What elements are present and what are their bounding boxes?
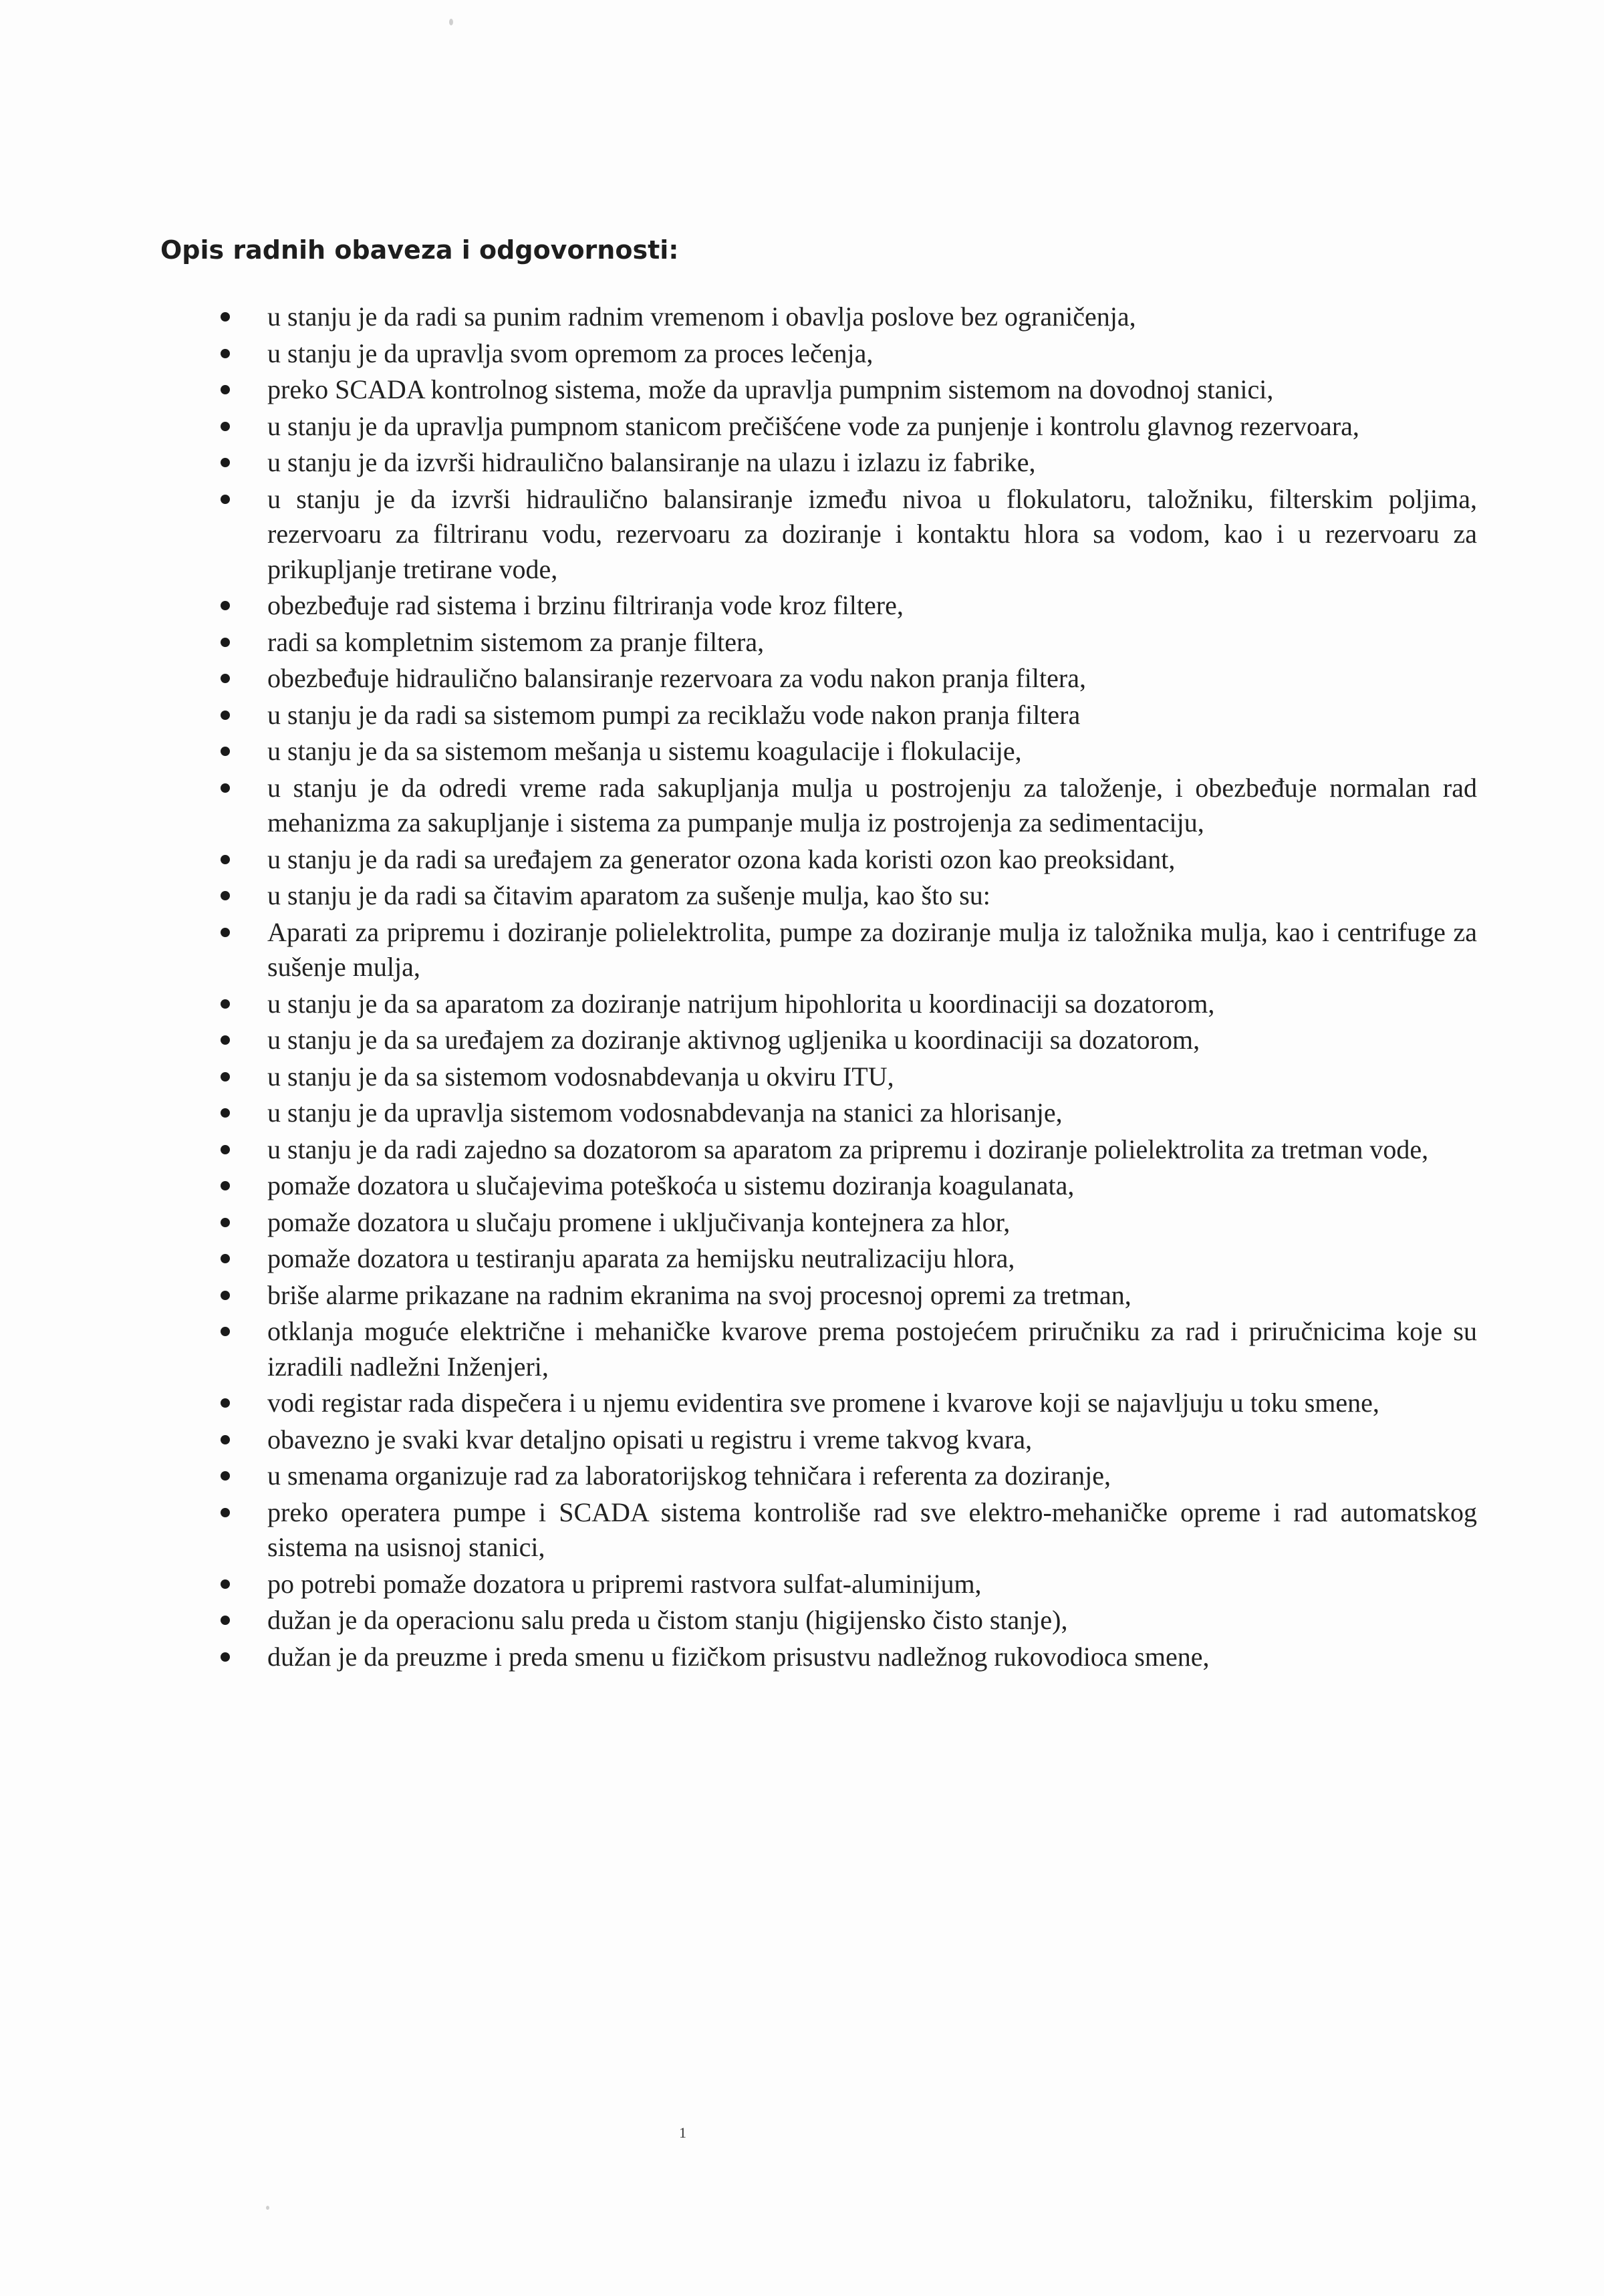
bullet-icon [221,385,230,394]
duty-item [221,372,1477,408]
duty-text: vodi registar rada dispečera i u njemu evidentira sve promene i kvarove koji se najavljuju u toku smene, [267,1388,1379,1418]
duty-text: u stanju je da sa sistemom mešanja u sistemu koagulacije i flokulacije, [267,736,1022,766]
bullet-icon [221,1508,230,1517]
duty-item [221,1386,1477,1421]
bullet-icon [221,638,230,647]
bullet-icon [221,495,230,504]
duty-text: u stanju je da sa aparatom za doziranje natrijum hipohlorita u koordinaciji sa dozatorom, [267,988,1215,1019]
duty-item [221,1422,1477,1458]
bullet-icon [221,1652,230,1662]
duty-text: u stanju je da upravlja sistemom vodosnabdevanja na stanici za hlorisanje, [267,1098,1063,1128]
duty-text: obezbeđuje hidraulično balansiranje rezervoara za vodu nakon pranja filtera, [267,663,1086,693]
bullet-icon [221,312,230,322]
bullet-icon [221,711,230,720]
duty-text: pomaže dozatora u slučajevima poteškoća u sistemu doziranja koagulanata, [267,1170,1075,1200]
bullet-icon [221,891,230,900]
bullet-icon [221,1181,230,1190]
bullet-icon [221,1616,230,1625]
duty-item [221,1314,1477,1384]
duty-text: preko SCADA kontrolnog sistema, može da upravlja pumpnim sistemom na dovodnoj stanici, [267,374,1274,404]
duty-item [221,336,1477,372]
duty-list [221,299,1477,1676]
bullet-icon [221,1108,230,1118]
duty-text: u stanju je da upravlja svom opremom za proces lečenja, [267,338,874,368]
bullet-icon [221,422,230,431]
duty-text: u stanju je da upravlja pumpnom stanicom prečišćene vode za punjenje i kontrolu glavnog rezervoara, [267,410,1359,441]
duty-item [221,1458,1477,1494]
bullet-icon [221,928,230,937]
duty-text: radi sa kompletnim sistemom za pranje filtera, [267,626,765,657]
duty-item [221,1132,1477,1168]
duty-text: obezbeđuje rad sistema i brzinu filtriranja vode kroz filtere, [267,590,904,620]
bullet-icon [221,1398,230,1408]
duty-item [221,1205,1477,1241]
duty-item [221,409,1477,444]
duty-item [221,625,1477,660]
duty-text: u stanju je da sa uređajem za doziranje aktivnog ugljenika u koordinaciji sa dozatorom, [267,1025,1200,1055]
bullet-icon [221,1291,230,1300]
bullet-icon [221,855,230,864]
duty-text: pomaže dozatora u slučaju promene i uključivanja kontejnera za hlor, [267,1206,1011,1237]
bullet-icon [221,458,230,467]
bullet-icon [221,999,230,1009]
bullet-icon [221,747,230,756]
duty-text: u stanju je da izvrši hidraulično balansiranje između nivoa u flokulatoru, taložniku, filterskim poljima, rezervoaru za filtriranu vodu, rezervoaru za doziranje i kontaktu hlora sa vodom, kao i u rezervoaru za prikupljanje tretirane vode, [267,483,1477,584]
bullet-icon [221,1035,230,1045]
duty-text: otklanja moguće električne i mehaničke kvarove prema postojećem priručniku za rad i priručnicima koje su izradili nadležni Inženjeri, [267,1316,1477,1382]
duty-item [221,1059,1477,1095]
duty-item [221,482,1477,588]
bullet-icon [221,674,230,683]
duty-item [221,1603,1477,1638]
bullet-icon [221,1327,230,1336]
scan-speck [266,2206,269,2210]
duty-item [221,661,1477,696]
duty-text: u stanju je da odredi vreme rada sakupljanja mulja u postrojenju za taloženje, i obezbeđuje normalan rad mehanizma za sakupljanje i sistema za pumpanje mulja iz postrojenja za sedimentaciju, [267,772,1477,838]
duty-item [221,1096,1477,1131]
duty-item [221,987,1477,1022]
duty-item [221,842,1477,878]
duty-text: po potrebi pomaže dozatora u pripremi rastvora sulfat-aluminijum, [267,1568,982,1599]
bullet-icon [221,1218,230,1227]
duty-text: u stanju je da sa sistemom vodosnabdevanja u okviru ITU, [267,1061,894,1092]
duty-item [221,1168,1477,1204]
duty-item [221,771,1477,841]
duty-item [221,1495,1477,1565]
duty-item [221,734,1477,769]
bullet-icon [221,601,230,610]
duty-text: briše alarme prikazane na radnim ekranima na svoj procesnoj opremi za tretman, [267,1279,1131,1310]
duty-item [221,299,1477,335]
page-heading: Opis radnih obaveza i odgovornosti: [160,235,679,265]
duty-text: dužan je da preuzme i preda smenu u fizičkom prisustvu nadležnog rukovodioca smene, [267,1641,1210,1672]
duty-text: preko operatera pumpe i SCADA sistema kontroliše rad sve elektro-mehaničke opreme i rad automatskog sistema na usisnoj stanici, [267,1497,1477,1562]
bullet-icon [221,783,230,793]
duty-text: u stanju je da izvrši hidraulično balansiranje na ulazu i izlazu iz fabrike, [267,447,1036,477]
duty-item [221,1567,1477,1602]
duty-text: dužan je da operacionu salu preda u čistom stanju (higijensko čisto stanje), [267,1605,1068,1635]
duty-text: u stanju je da radi sa punim radnim vremenom i obavlja poslove bez ograničenja, [267,301,1136,332]
duty-item [221,915,1477,985]
duty-text: pomaže dozatora u testiranju aparata za hemijsku neutralizaciju hlora, [267,1243,1015,1273]
duty-item [221,1640,1477,1675]
duty-text: u stanju je da radi zajedno sa dozatorom sa aparatom za pripremu i doziranje polielektrolita za tretman vode, [267,1134,1429,1164]
duty-item [221,1278,1477,1313]
duty-text: Aparati za pripremu i doziranje polielektrolita, pumpe za doziranje mulja iz taložnika mulja, kao i centrifuge za sušenje mulja, [267,916,1477,982]
bullet-icon [221,1145,230,1154]
duty-text: u stanju je da radi sa uređajem za generator ozona kada koristi ozon kao preoksidant, [267,844,1176,874]
bullet-icon [221,1072,230,1081]
bullet-icon [221,1471,230,1481]
duty-item [221,698,1477,733]
scan-speck [449,19,453,25]
duty-item [221,878,1477,914]
bullet-icon [221,1579,230,1589]
duty-item [221,588,1477,624]
bullet-icon [221,1435,230,1444]
bullet-icon [221,1254,230,1263]
duty-text: u stanju je da radi sa čitavim aparatom za sušenje mulja, kao što su: [267,880,990,910]
duty-item [221,1023,1477,1058]
duty-text: obavezno je svaki kvar detaljno opisati u registru i vreme takvog kvara, [267,1424,1033,1454]
duty-text: u stanju je da radi sa sistemom pumpi za reciklažu vode nakon pranja filtera [267,699,1081,730]
bullet-icon [221,349,230,358]
page-number: 1 [679,2124,686,2141]
duty-text: u smenama organizuje rad za laboratorijskog tehničara i referenta za doziranje, [267,1460,1111,1491]
duty-item [221,445,1477,481]
duty-item [221,1241,1477,1277]
